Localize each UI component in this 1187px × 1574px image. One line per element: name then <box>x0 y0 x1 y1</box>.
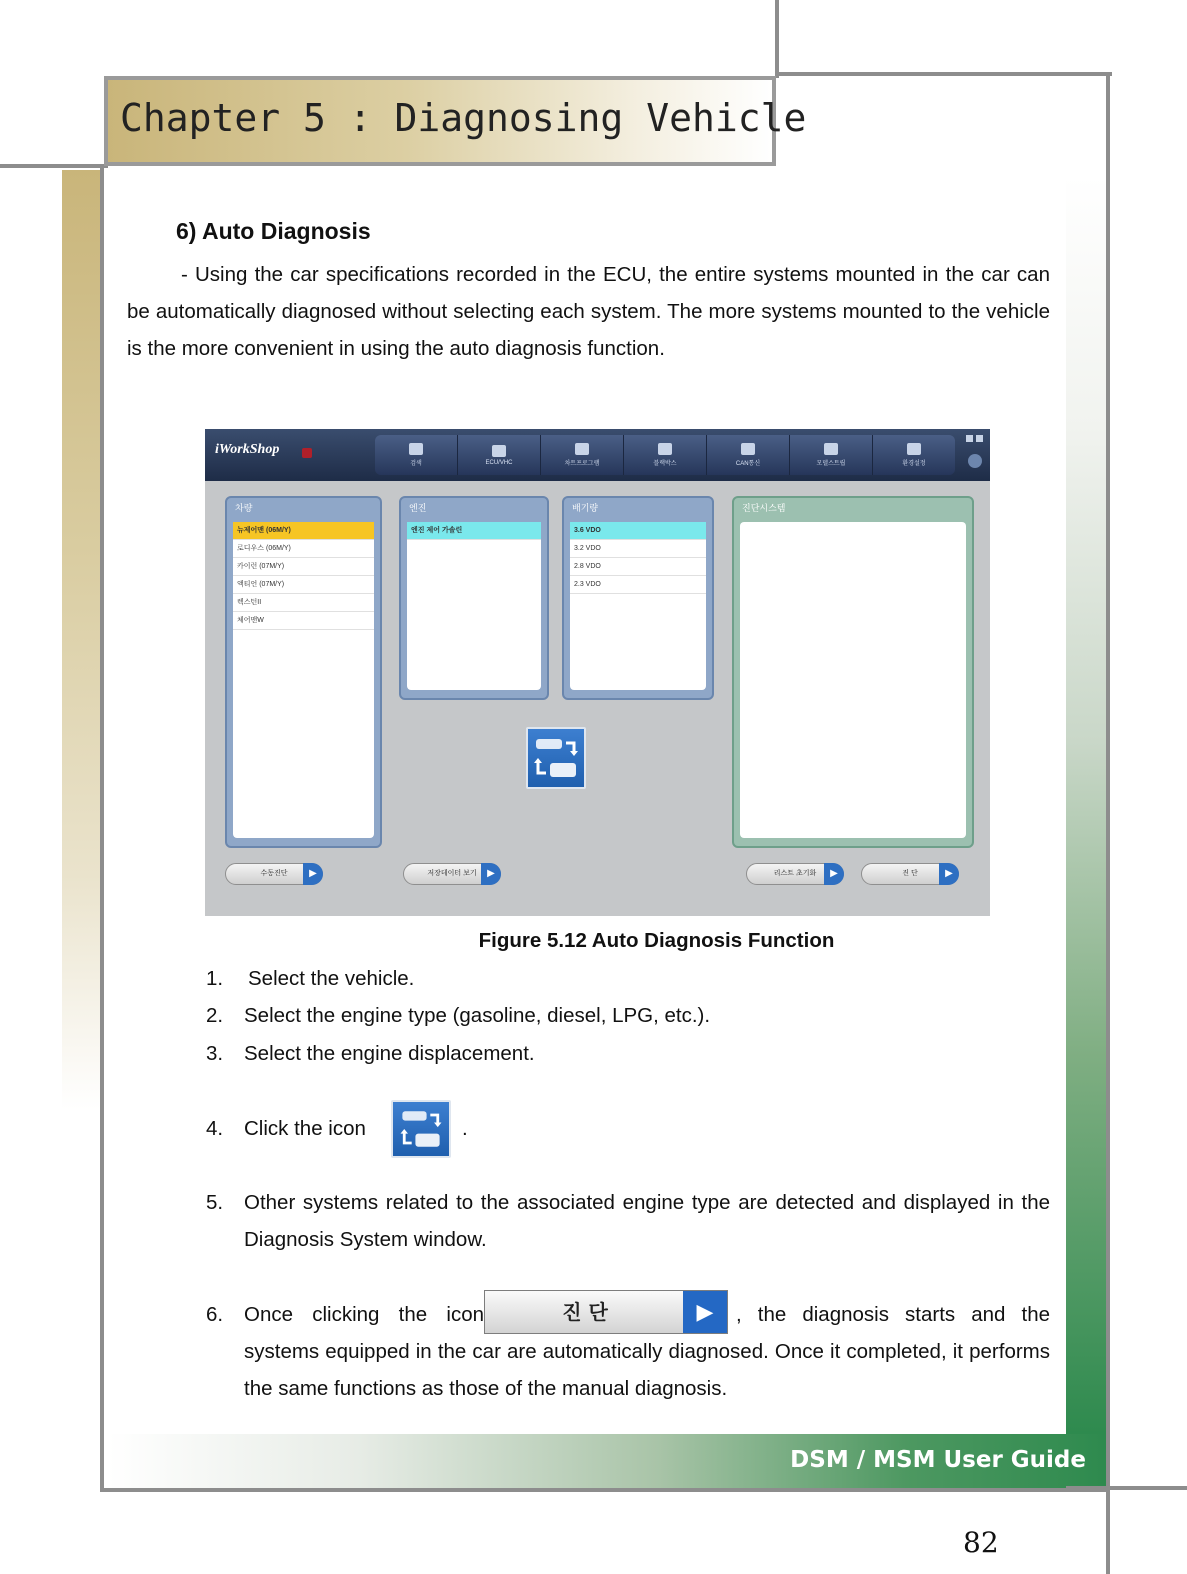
logo-badge <box>302 448 312 458</box>
document-icon <box>824 443 838 455</box>
step-4: 4. Click the icon . <box>206 1117 468 1140</box>
toolbar-item-blackbox[interactable]: 블랙박스 <box>624 435 707 475</box>
list-item[interactable]: 체어맨W <box>233 612 374 630</box>
step-2: 2. Select the engine type (gasoline, diesel, LPG, etc.). <box>206 1004 711 1027</box>
list-item[interactable]: 렉스턴II <box>233 594 374 612</box>
toolbar-item-ecu[interactable]: ECU/VHC <box>458 435 541 475</box>
figure-screenshot <box>205 429 990 916</box>
section-heading: 6) Auto Diagnosis <box>176 218 371 244</box>
frame-line <box>100 164 104 1492</box>
step-5: 5. Other systems related to the associated engine type are detected and displayed in the Diagnosis System window. <box>206 1191 1050 1251</box>
reset-list-button[interactable]: 리스트 초기화 ▶ <box>746 863 844 885</box>
toolbar-item-search[interactable]: 검색 <box>375 435 458 475</box>
manual-diagnosis-button[interactable]: 수동진단 ▶ <box>225 863 323 885</box>
intro-paragraph <box>127 256 1050 367</box>
engine-list <box>407 522 541 690</box>
view-saved-data-button[interactable]: 저장데이터 보기 ▶ <box>403 863 501 885</box>
toolbar-menu <box>375 435 955 475</box>
diagnosis-system-panel <box>732 496 974 848</box>
list-item[interactable]: 로디우스 (06M/Y) <box>233 540 374 558</box>
chart-icon <box>575 443 589 455</box>
toolbar-item-can[interactable]: CAN통신 <box>707 435 790 475</box>
list-item[interactable]: 2.8 VDO <box>570 558 706 576</box>
list-item[interactable]: 액티언 (07M/Y) <box>233 576 374 594</box>
app-logo: iWorkShop <box>215 442 280 457</box>
settings-icon <box>907 443 921 455</box>
frame-line <box>1106 72 1110 1574</box>
list-item[interactable]: 뉴제어맨 (06M/Y) <box>233 522 374 540</box>
vehicle-list <box>233 522 374 838</box>
list-item[interactable]: 3.2 VDO <box>570 540 706 558</box>
toolbar-item-settings[interactable]: 환경설정 <box>873 435 955 475</box>
chapter-title: Chapter 5 : Diagnosing Vehicle <box>120 96 807 140</box>
step-3: 3. Select the engine displacement. <box>206 1042 535 1065</box>
page-number: 82 <box>963 1526 999 1559</box>
list-item[interactable]: 2.3 VDO <box>570 576 706 594</box>
arrow-right-icon: ▶ <box>481 863 501 885</box>
network-icon <box>741 443 755 455</box>
diagnose-button[interactable]: 진 단 ▶ <box>861 863 959 885</box>
step-6: 6. Once clicking the icon <box>206 1303 484 1326</box>
frame-line <box>1066 1486 1187 1490</box>
toolbar-item-model[interactable]: 모델스트립 <box>790 435 873 475</box>
displacement-list <box>570 522 706 690</box>
figure-caption: Figure 5.12 Auto Diagnosis Function <box>478 929 835 952</box>
arrow-right-icon: ▶ <box>939 863 959 885</box>
auto-diagnosis-icon[interactable] <box>526 727 586 789</box>
vehicle-panel-title: 차량 <box>235 503 253 513</box>
engine-panel <box>399 496 549 700</box>
frame-line <box>100 1488 1110 1492</box>
arrow-right-icon: ▶ <box>683 1291 727 1333</box>
diagnosis-system-panel-title: 진단시스템 <box>742 503 786 513</box>
arrow-right-icon: ▶ <box>303 863 323 885</box>
blackbox-icon <box>658 443 672 455</box>
left-accent-strip <box>62 170 104 1110</box>
vehicle-swap-icon <box>528 729 584 787</box>
search-icon <box>409 443 423 455</box>
guide-title: DSM / MSM User Guide <box>790 1447 1086 1473</box>
window-controls-icon[interactable] <box>966 435 984 469</box>
diagnosis-system-list <box>740 522 966 838</box>
step-1: 1. Select the vehicle. <box>206 967 415 990</box>
vehicle-swap-icon <box>393 1102 449 1156</box>
toolbar-item-chart[interactable]: 차트프로그램 <box>541 435 624 475</box>
step-6-continuation: , the diagnosis starts and the systems equipped in the car are automatically diagnosed. Once it completed, it performs the same functions as those of the manual diagnosis. <box>244 1303 1050 1400</box>
diagnose-button-illustration: 진 단 ▶ <box>484 1290 728 1334</box>
arrow-right-icon: ▶ <box>824 863 844 885</box>
frame-line <box>0 164 108 168</box>
ecu-icon <box>492 445 506 457</box>
vehicle-panel <box>225 496 382 848</box>
right-accent-strip <box>1066 176 1106 1434</box>
engine-panel-title: 엔진 <box>409 503 427 513</box>
frame-line <box>775 0 779 78</box>
list-item[interactable]: 엔진 제어 가솔린 <box>407 522 541 540</box>
auto-diagnosis-icon <box>391 1100 451 1158</box>
intro-text: - Using the car specifications recorded in the ECU, the entire systems mounted in the car can be automatically diagnosed without selecting each system. The more systems mounted to the vehicle is the more convenient in using the auto diagnosis function. <box>127 263 1050 360</box>
displacement-panel-title: 배기량 <box>572 503 599 513</box>
displacement-panel <box>562 496 714 700</box>
list-item[interactable]: 카이런 (07M/Y) <box>233 558 374 576</box>
frame-line <box>776 72 1112 76</box>
list-item[interactable]: 3.6 VDO <box>570 522 706 540</box>
